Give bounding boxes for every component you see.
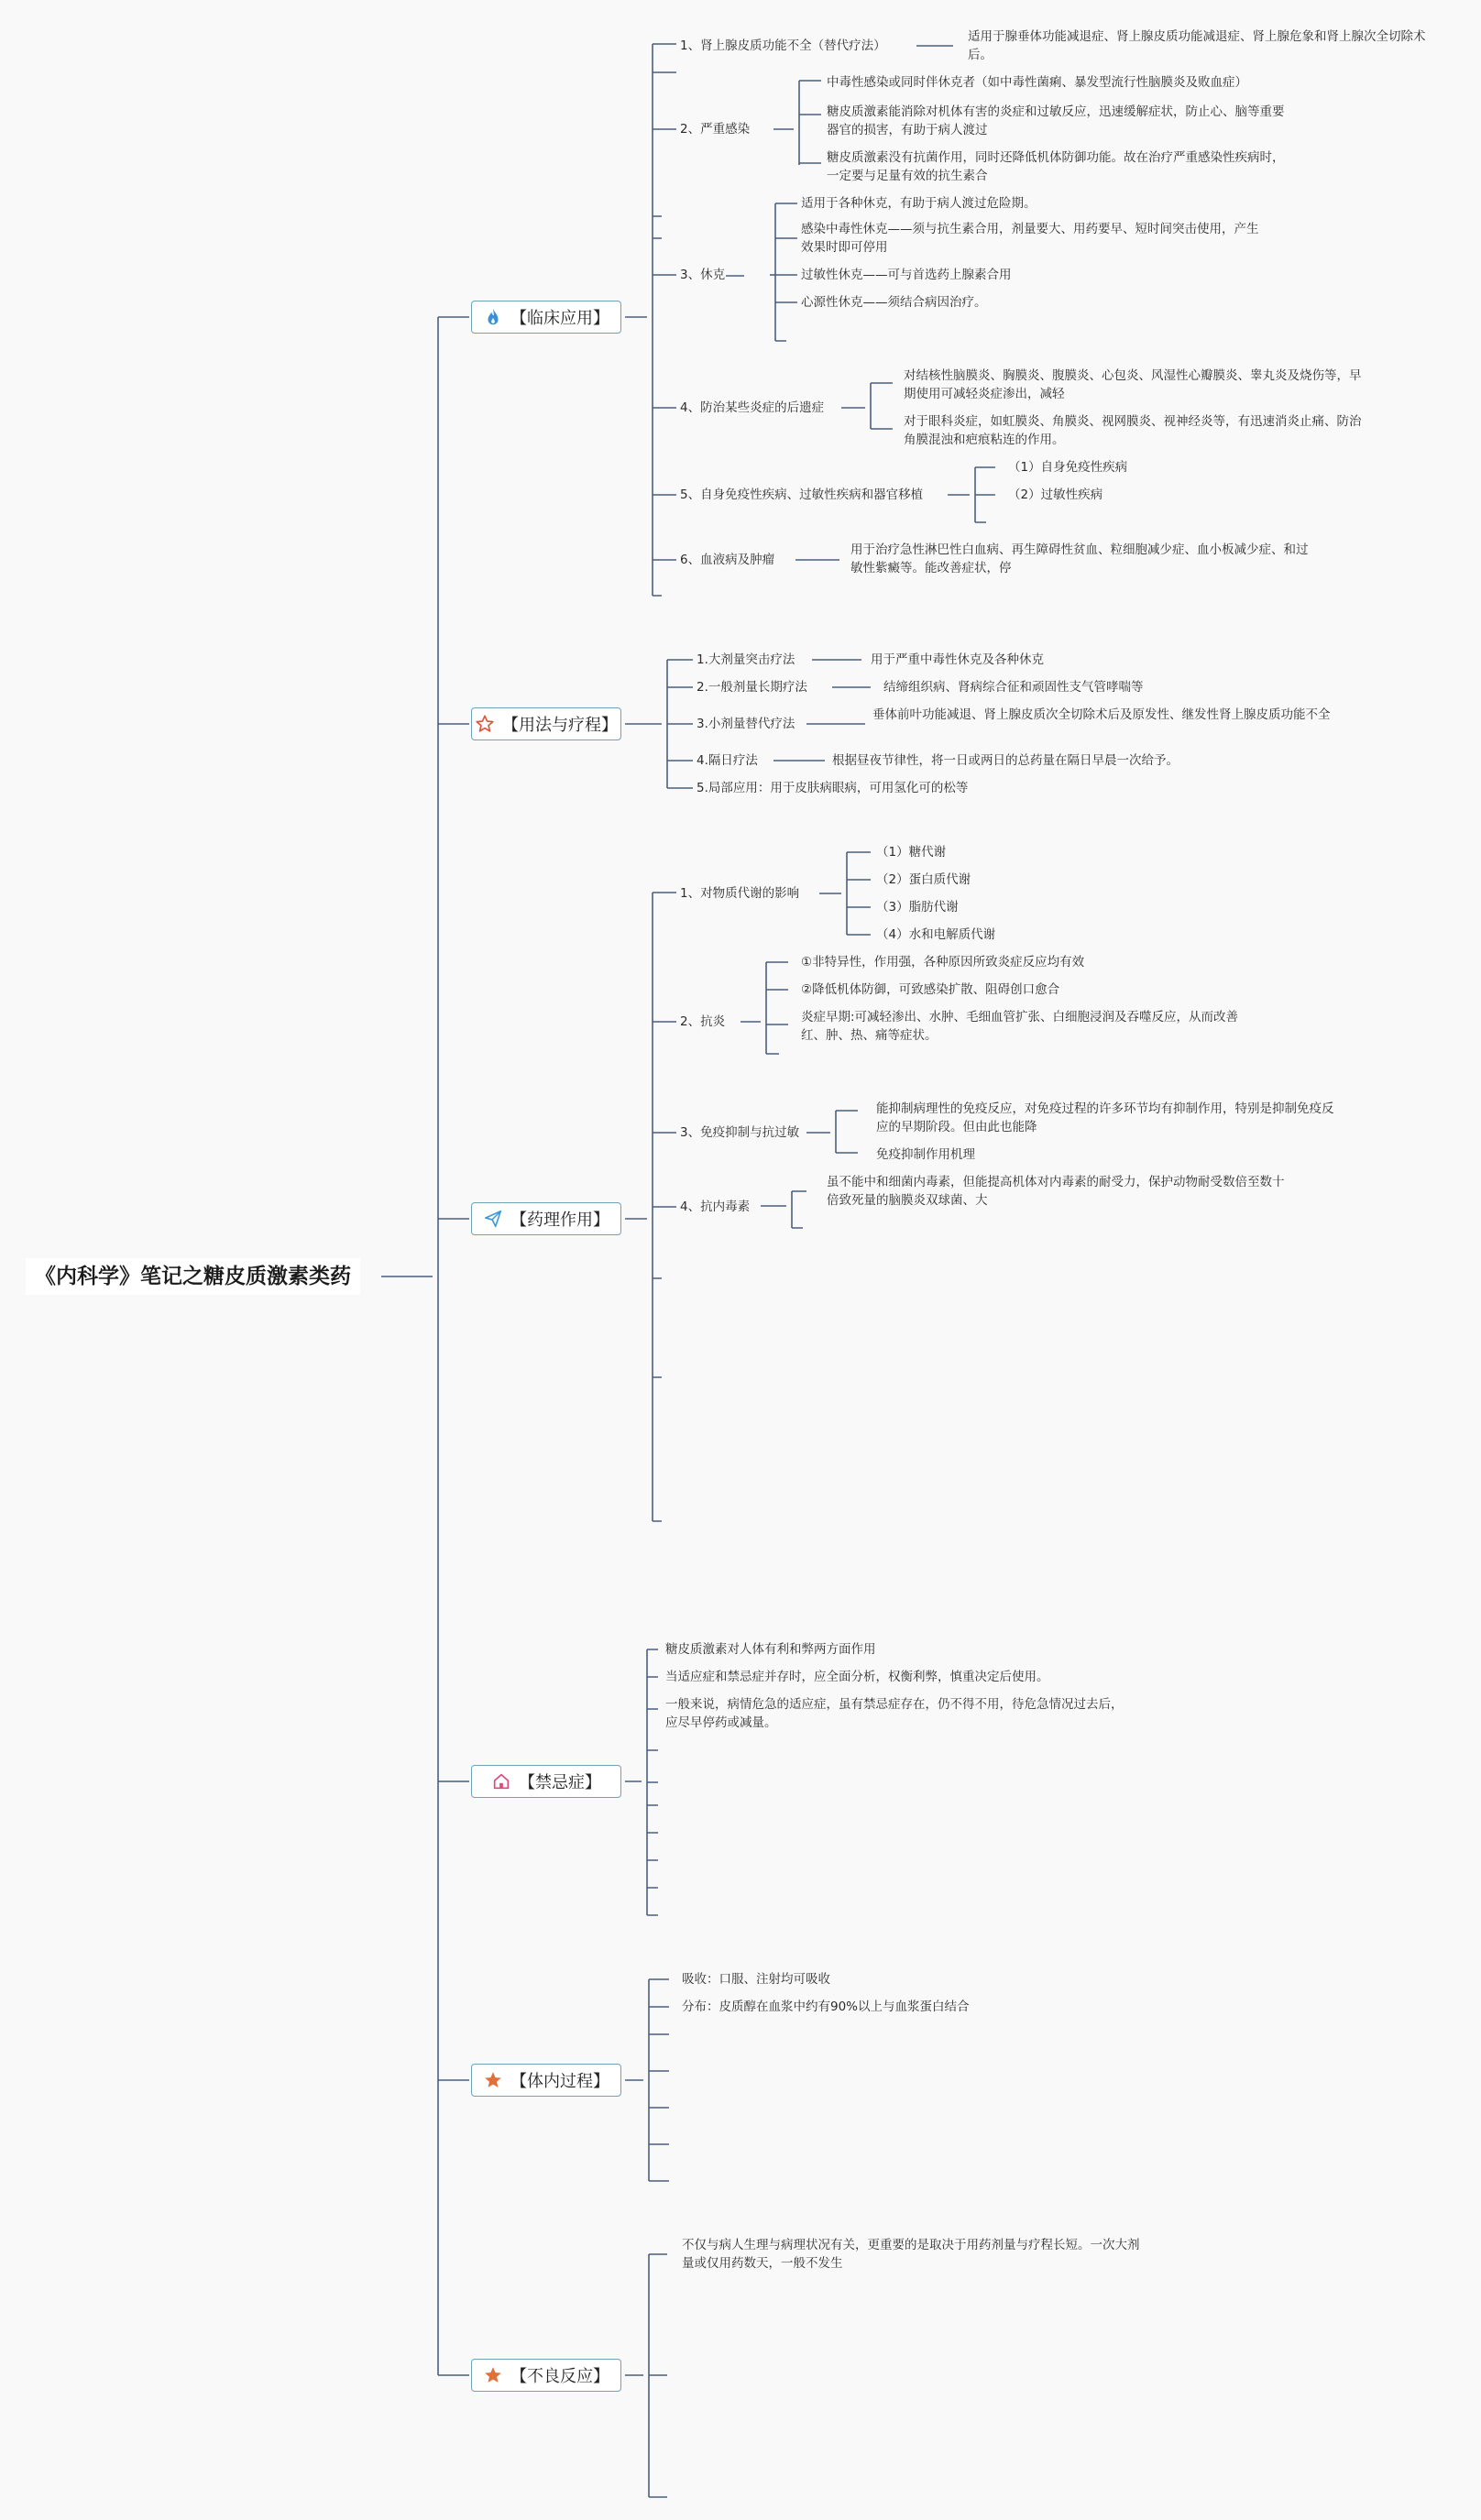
- clinical-detail: （2）过敏性疾病: [1008, 488, 1103, 502]
- pharma-detail: （4）水和电解质代谢: [876, 927, 996, 942]
- clinical-item: 3、休克: [680, 268, 726, 282]
- category-contra-node[interactable]: [471, 1765, 621, 1798]
- pharma-detail: 能抑制病理性的免疫反应，对免疫过程的许多环节均有抑制作用，特别是抑制免疫反应的早期阶段。但由此也能降: [876, 1101, 1334, 1134]
- usage-detail: 用于严重中毒性休克及各种休克: [871, 652, 1044, 667]
- clinical-detail: 对结核性脑膜炎、胸膜炎、腹膜炎、心包炎、风湿性心瓣膜炎、睾丸炎及烧伤等，早期使用可减轻炎症渗出，减轻: [904, 368, 1362, 401]
- usage-detail: 根据昼夜节律性，将一日或两日的总药量在隔日早晨一次给予。: [832, 753, 1179, 768]
- category-label: 【临床应用】: [510, 309, 609, 328]
- pharma-detail: 免疫抑制作用机理: [876, 1147, 975, 1162]
- pharma-detail: ①非特异性，作用强，各种原因所致炎症反应均有效: [801, 955, 1085, 970]
- pharma-item: 3、免疫抑制与抗过敏: [680, 1125, 800, 1140]
- clinical-item: 5、自身免疫性疾病、过敏性疾病和器官移植: [680, 488, 924, 502]
- category-label: 【不良反应】: [510, 2367, 609, 2386]
- clinical-detail: 感染中毒性休克——须与抗生素合用，剂量要大、用药要早、短时间突击使用，产生效果时即可停用: [801, 222, 1259, 255]
- mindmap-root-title: 《内科学》笔记之糖皮质激素类药: [26, 1258, 360, 1295]
- usage-item: 5.局部应用：用于皮肤病眼病，可用氢化可的松等: [697, 781, 969, 795]
- usage-item: 3.小剂量替代疗法: [697, 717, 795, 731]
- clinical-detail: 心源性休克——须结合病因治疗。: [801, 295, 987, 310]
- category-label: 【禁忌症】: [519, 1773, 601, 1792]
- clinical-detail: 中毒性感染或同时伴休克者（如中毒性菌痢、暴发型流行性脑膜炎及败血症）: [827, 75, 1247, 90]
- usage-detail: 结缔组织病、肾病综合征和顽固性支气管哮喘等: [883, 680, 1144, 695]
- category-label: 【用法与疗程】: [502, 716, 618, 735]
- pharma-detail: （2）蛋白质代谢: [876, 872, 971, 887]
- category-pk-node[interactable]: [471, 2064, 621, 2097]
- usage-item: 4.隔日疗法: [697, 753, 758, 768]
- star-outline-icon: [475, 714, 495, 734]
- pk-item: 吸收：口服、注射均可吸收: [682, 1972, 830, 1987]
- clinical-detail: 糖皮质激素能消除对机体有害的炎症和过敏反应，迅速缓解症状，防止心、脑等重要器官的损害，有助于病人渡过: [827, 104, 1285, 137]
- flame-icon: [483, 307, 503, 327]
- contra-item: 一般来说，病情危急的适应症，虽有禁忌症存在，仍不得不用，待危急情况过去后，应尽早停药或减量。: [665, 1697, 1124, 1730]
- pharma-item: 1、对物质代谢的影响: [680, 886, 800, 901]
- pharma-detail: 炎症早期:可减轻渗出、水肿、毛细血管扩张、白细胞浸润及吞噬反应，从而改善红、肿、热、痛等症状。: [801, 1010, 1239, 1043]
- paper-plane-icon: [483, 1209, 503, 1229]
- pharma-detail: ②降低机体防御，可致感染扩散、阻碍创口愈合: [801, 982, 1060, 997]
- usage-item: 2.一般剂量长期疗法: [697, 680, 807, 695]
- pk-item: 分布：皮质醇在血浆中约有90%以上与血浆蛋白结合: [682, 2000, 970, 2014]
- pharma-detail: 虽不能中和细菌内毒素，但能提高机体对内毒素的耐受力，保护动物耐受数倍至数十倍致死量的脑膜炎双球菌、大: [827, 1175, 1285, 1208]
- category-label: 【药理作用】: [510, 1211, 609, 1230]
- clinical-detail: 对于眼科炎症，如虹膜炎、角膜炎、视网膜炎、视神经炎等，有迅速消炎止痛、防治角膜混浊和疤痕粘连的作用。: [904, 414, 1362, 447]
- category-adverse-node[interactable]: [471, 2359, 621, 2392]
- adverse-item: 不仅与病人生理与病理状况有关，更重要的是取决于用药剂量与疗程长短。一次大剂量或仅用药数天，一般不发生: [682, 2238, 1140, 2271]
- clinical-item: 2、严重感染: [680, 122, 751, 137]
- usage-item: 1.大剂量突击疗法: [697, 652, 795, 667]
- usage-detail: 垂体前叶功能减退、肾上腺皮质次全切除术后及原发性、继发性肾上腺皮质功能不全: [872, 707, 1331, 722]
- category-pharma-node[interactable]: [471, 1202, 621, 1235]
- clinical-item: 4、防治某些炎症的后遗症: [680, 400, 825, 415]
- category-label: 【体内过程】: [510, 2072, 609, 2091]
- category-clinical-node[interactable]: [471, 301, 621, 334]
- pharma-detail: （3）脂肪代谢: [876, 900, 959, 915]
- star-filled-icon: [483, 2070, 503, 2090]
- pharma-item: 2、抗炎: [680, 1014, 726, 1029]
- clinical-detail: （1）自身免疫性疾病: [1008, 460, 1128, 475]
- clinical-detail: 适用于各种休克，有助于病人渡过危险期。: [801, 196, 1037, 211]
- pharma-item: 4、抗内毒素: [680, 1200, 751, 1214]
- contra-item: 糖皮质激素对人体有利和弊两方面作用: [665, 1642, 876, 1657]
- pharma-detail: （1）糖代谢: [876, 845, 947, 860]
- category-usage-node[interactable]: [471, 707, 621, 740]
- home-icon: [491, 1771, 511, 1791]
- contra-item: 当适应症和禁忌症并存时，应全面分析，权衡利弊，慎重决定后使用。: [665, 1670, 1049, 1684]
- clinical-detail: 用于治疗急性淋巴性白血病、再生障碍性贫血、粒细胞减少症、血小板减少症、和过敏性紫癜等。能改善症状，停: [850, 542, 1309, 575]
- clinical-detail: 适用于腺垂体功能减退症、肾上腺皮质功能减退症、肾上腺危象和肾上腺次全切除术后。: [968, 29, 1426, 62]
- clinical-detail: 糖皮质激素没有抗菌作用，同时还降低机体防御功能。故在治疗严重感染性疾病时，一定要与足量有效的抗生素合: [827, 150, 1285, 183]
- clinical-item: 1、肾上腺皮质功能不全（替代疗法）: [680, 38, 886, 53]
- clinical-detail: 过敏性休克——可与首选药上腺素合用: [801, 268, 1012, 282]
- star-filled-icon: [483, 2365, 503, 2385]
- clinical-item: 6、血液病及肿瘤: [680, 553, 775, 567]
